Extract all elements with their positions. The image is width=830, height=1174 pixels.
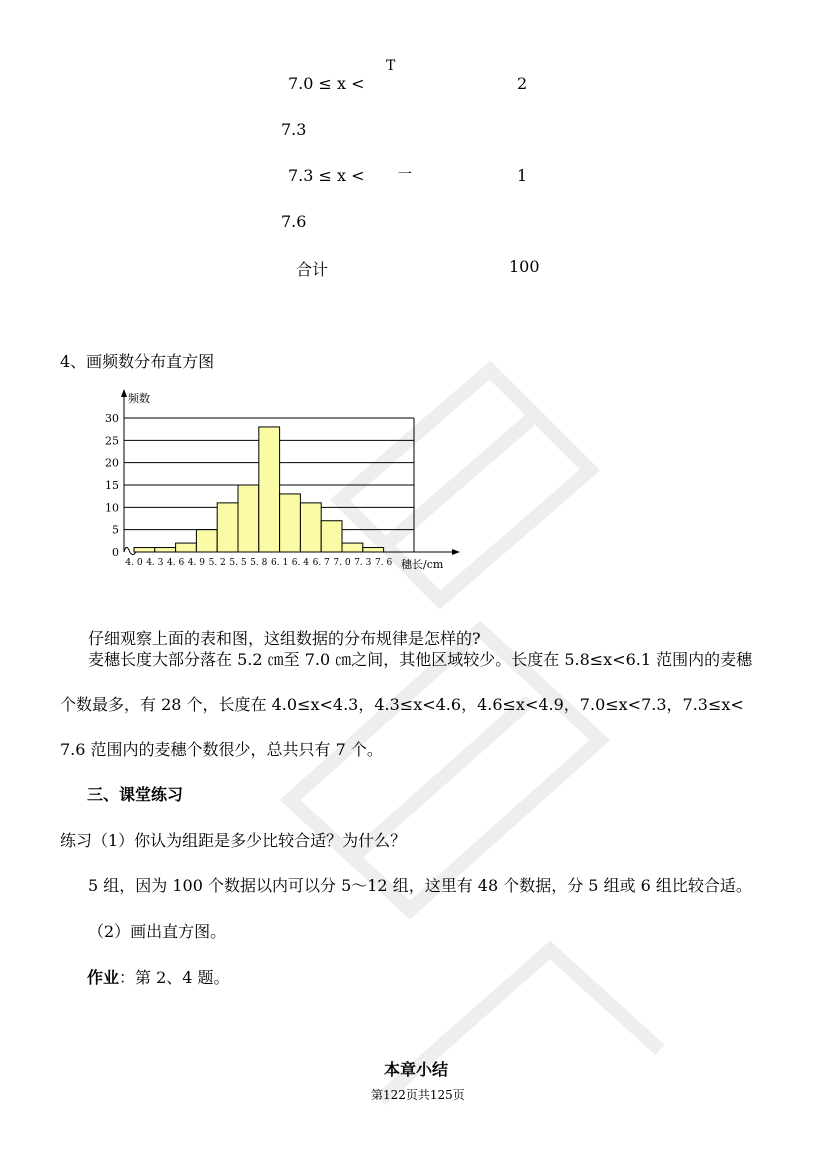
histogram-bar xyxy=(342,543,363,552)
answer-line: 麦穗长度大部分落在 5.2 ㎝至 7.0 ㎝之间，其他区域较少。长度在 5.8≤x<6.1 范围内的麦穗 xyxy=(88,650,753,669)
histogram-bar xyxy=(259,427,280,552)
page-footer: 第122页共125页 xyxy=(371,1088,465,1102)
question-text: 仔细观察上面的表和图，这组数据的分布规律是怎样的? xyxy=(88,629,481,648)
histogram-bar xyxy=(300,503,321,552)
homework-text: ：第 2、4 题。 xyxy=(119,968,230,987)
histogram-bar xyxy=(176,543,197,552)
y-tick-label: 5 xyxy=(112,523,119,537)
x-tick-label: 6. 7 xyxy=(312,558,330,568)
y-tick-label: 15 xyxy=(105,479,119,492)
histogram-bar xyxy=(363,548,384,552)
exercise-answer: 5 组，因为 100 个数据以内可以分 5～12 组，这里有 48 个数据，分 5 组或 6 组比较合适。 xyxy=(88,876,752,895)
y-tick-label: 25 xyxy=(105,434,119,448)
table-row-tally-mark: 一 xyxy=(398,167,412,183)
answer-line: 7.6 范围内的麦穗个数很少，总共只有 7 个。 xyxy=(60,740,383,759)
x-axis-title: 穗长/cm xyxy=(401,558,444,571)
x-tick-label: 7. 3 xyxy=(354,558,372,568)
x-tick-label: 4. 6 xyxy=(167,558,185,568)
x-tick-label: 6. 1 xyxy=(271,558,289,568)
x-tick-label: 6. 4 xyxy=(291,558,309,568)
table-row-range-end: 7.3 xyxy=(281,120,307,139)
section-heading: 三、课堂练习 xyxy=(87,785,184,804)
x-tick-label: 4. 3 xyxy=(146,558,164,568)
table-row-range-start: 7.0 ≤ x < xyxy=(288,74,365,93)
histogram-bar xyxy=(321,521,342,552)
x-tick-label: 5. 8 xyxy=(250,558,268,568)
x-tick-label: 5. 2 xyxy=(208,558,226,568)
x-axis-arrow xyxy=(452,549,460,555)
exercise-question: （2）画出直方图。 xyxy=(88,922,227,941)
homework-label: 作业 xyxy=(87,968,120,987)
y-tick-label: 10 xyxy=(105,501,119,515)
exercise-question: 练习（1）你认为组距是多少比较合适？为什么？ xyxy=(60,831,407,850)
x-tick-label: 4. 0 xyxy=(125,558,143,568)
y-tick-label: 0 xyxy=(112,546,119,559)
answer-line: 个数最多，有 28 个，长度在 4.0≤x<4.3，4.3≤x<4.6，4.6≤x<4.9，7.0≤x<7.3，7.3≤x< xyxy=(60,695,744,714)
section-heading: 4、画频数分布直方图 xyxy=(60,352,215,371)
y-tick-label: 20 xyxy=(105,456,119,470)
histogram-chart xyxy=(100,385,470,575)
histogram-bar xyxy=(280,494,301,552)
histogram-bar xyxy=(155,548,176,552)
table-total-value: 100 xyxy=(509,257,540,276)
table-row-tally-mark: T xyxy=(386,58,396,74)
table-row-count: 1 xyxy=(517,166,528,185)
table-row-range-end: 7.6 xyxy=(281,212,307,231)
table-row-range-start: 7.3 ≤ x < xyxy=(288,166,365,185)
x-tick-label: 7. 0 xyxy=(333,558,351,568)
y-axis-arrow xyxy=(121,389,127,397)
y-axis-title: 频数 xyxy=(128,392,150,405)
histogram-bar xyxy=(217,503,238,552)
histogram-bar xyxy=(196,530,217,552)
x-tick-label: 7. 6 xyxy=(375,558,393,568)
x-tick-label: 5. 5 xyxy=(229,558,247,568)
table-total-label: 合计 xyxy=(296,260,329,279)
histogram-bar xyxy=(238,485,259,552)
chapter-summary-heading: 本章小结 xyxy=(384,1060,449,1079)
homework-line xyxy=(87,965,230,988)
histogram-bar xyxy=(134,548,155,552)
y-tick-label: 30 xyxy=(105,412,119,425)
table-row-count: 2 xyxy=(517,74,528,93)
x-tick-label: 4. 9 xyxy=(187,558,205,568)
